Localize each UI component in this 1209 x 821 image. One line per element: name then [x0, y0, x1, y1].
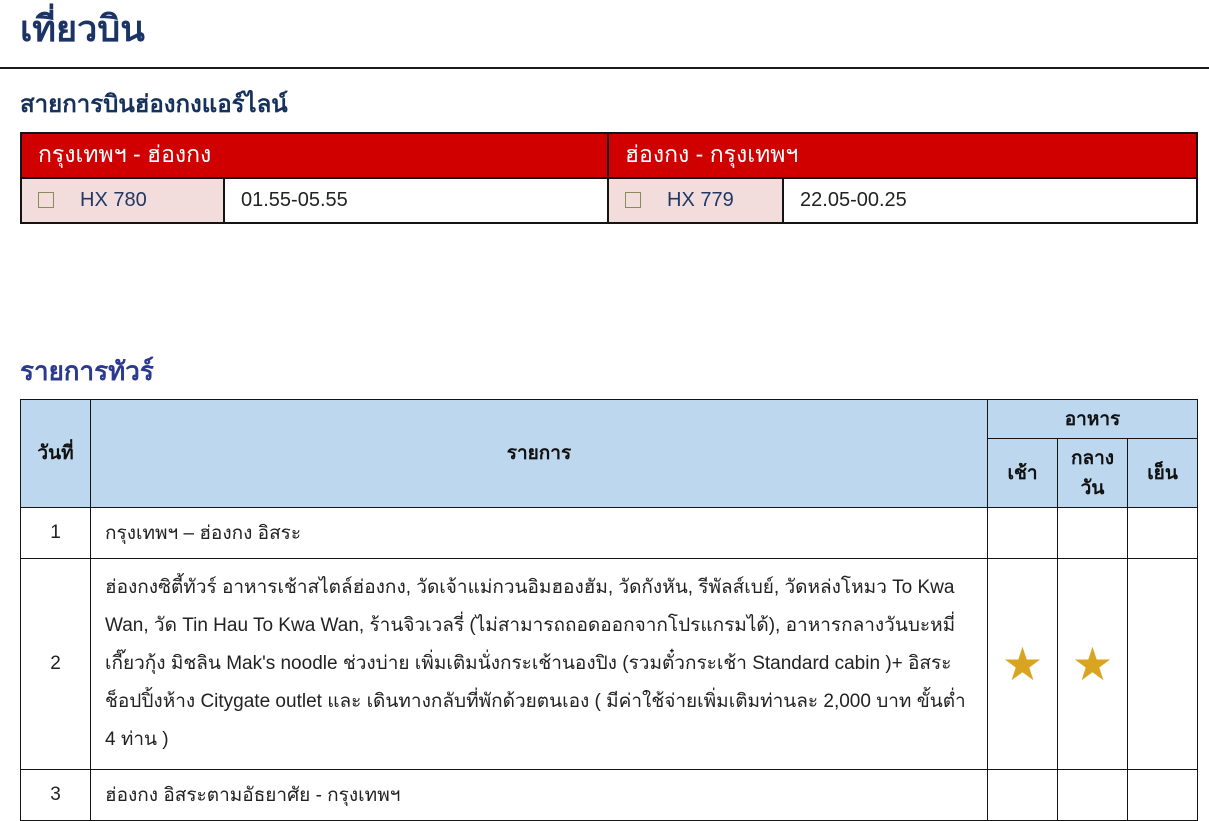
flight-checkbox-outbound[interactable] — [38, 192, 54, 208]
meal-dinner-day3 — [1128, 769, 1198, 820]
meal-breakfast-day2-star-icon: ★ — [988, 558, 1058, 769]
tour-description-1: กรุงเทพฯ – ฮ่องกง อิสระ — [91, 507, 988, 558]
tour-table-header-row-1 — [21, 399, 1198, 438]
tour-description-3: ฮ่องกง อิสระตามอัธยาศัย - กรุงเทพฯ — [91, 769, 988, 820]
tour-header-description: รายการ — [91, 399, 988, 507]
tour-header-lunch: กลางวัน — [1058, 438, 1128, 507]
tour-header-dinner: เย็น — [1128, 438, 1198, 507]
meal-breakfast-day1 — [988, 507, 1058, 558]
tour-header-day: วันที่ — [21, 399, 91, 507]
meal-dinner-day1 — [1128, 507, 1198, 558]
route-header-outbound: กรุงเทพฯ - ฮ่องกง — [21, 133, 608, 178]
meal-lunch-day2-star-icon: ★ — [1058, 558, 1128, 769]
route-header-inbound: ฮ่องกง - กรุงเทพฯ — [608, 133, 1197, 178]
flight-time-outbound: 01.55-05.55 — [224, 178, 608, 223]
tour-description-2: ฮ่องกงซิตี้ทัวร์ อาหารเช้าสไตล์ฮ่องกง, วัดเจ้าแม่กวนอิมฮองฮัม, วัดกังหัน, รีพัลส์เบย์, วัดหล่งโหมว To Kwa Wan, วัด Tin Hau To Kwa Wan, ร้านจิวเวลรี่ (ไม่สามารถถอดออกจากโปรแกรมได้), อาหารกลางวันบะหมี่เกี๊ยวกุ้ง มิชลิน Mak's noodle ช่วงบ่าย เพิ่มเติมนั่งกระเช้านองปิง (รวมตั๋วกระเช้า Standard cabin )+ อิสระช็อปปิ้งห้าง Citygate outlet และ เดินทางกลับที่พักด้วยตนเอง ( มีค่าใช้จ่ายเพิ่มเติมท่านละ 2,000 บาท ขั้นต่ำ 4 ท่าน ) — [91, 558, 988, 769]
airline-section-heading: สายการบินฮ่องกงแอร์ไลน์ — [20, 90, 288, 118]
flight-time-inbound: 22.05-00.25 — [783, 178, 1197, 223]
meal-lunch-day3 — [1058, 769, 1128, 820]
meal-breakfast-day3 — [988, 769, 1058, 820]
flight-code-outbound: HX 780 — [80, 188, 147, 211]
flight-cell-inbound — [608, 178, 783, 223]
tour-table — [20, 399, 1198, 821]
flight-code-inbound: HX 779 — [667, 188, 734, 211]
tour-section-heading: รายการทัวร์ — [20, 355, 154, 386]
flight-table-header-row — [21, 133, 1197, 178]
table-row — [21, 558, 1198, 769]
meal-dinner-day2 — [1128, 558, 1198, 769]
tour-day-2: 2 — [21, 558, 91, 769]
table-row — [21, 769, 1198, 820]
flight-table — [20, 132, 1198, 224]
tour-day-3: 3 — [21, 769, 91, 820]
tour-header-meals-group: อาหาร — [988, 399, 1198, 438]
meal-lunch-day1 — [1058, 507, 1128, 558]
tour-day-1: 1 — [21, 507, 91, 558]
flight-checkbox-inbound[interactable] — [625, 192, 641, 208]
flight-table-data-row — [21, 178, 1197, 223]
page-title: เที่ยวบิน — [20, 8, 145, 49]
table-row — [21, 507, 1198, 558]
title-divider — [0, 67, 1209, 69]
flight-cell-outbound — [21, 178, 224, 223]
tour-header-breakfast: เช้า — [988, 438, 1058, 507]
